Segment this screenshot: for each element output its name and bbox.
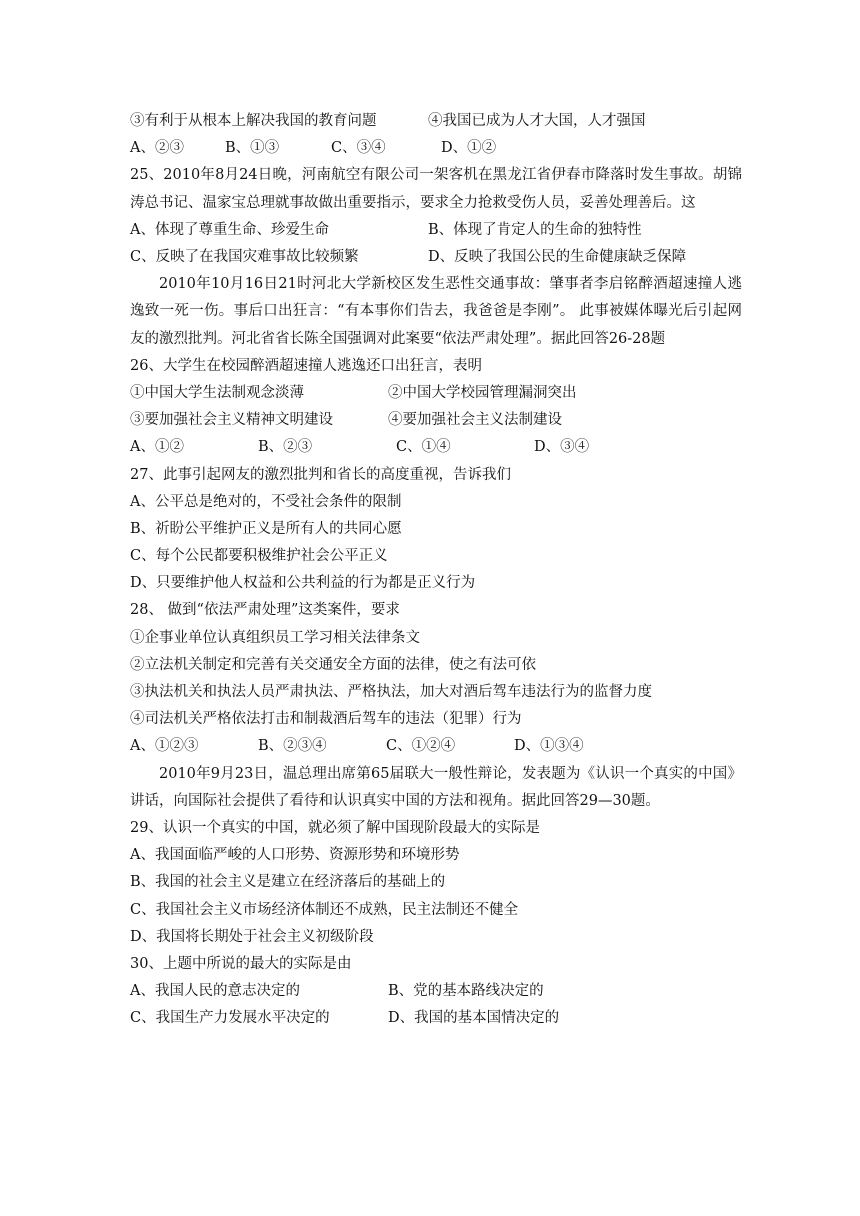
q27-option-a: A、公平总是绝对的，不受社会条件的限制	[130, 493, 402, 510]
q26-options	[130, 434, 742, 461]
q27-option-c: C、每个公民都要积极维护社会公平正义	[130, 548, 388, 565]
q28-option-b: B、②③④	[258, 738, 327, 755]
q28-item-1: ①企事业单位认真组织员工学习相关法律条文	[130, 629, 420, 646]
q24-option-d: D、①②	[441, 140, 497, 157]
q26-option-c: C、①④	[396, 439, 451, 456]
q26-items-row-2	[130, 407, 742, 434]
q26-items-row-1	[130, 380, 742, 407]
q26-option-b: B、②③	[258, 439, 313, 456]
q24-option-a: A、②③	[130, 140, 184, 157]
q29-option-d: D、我国将长期处于社会主义初级阶段	[130, 928, 374, 945]
q26-item-4: ④要加强社会主义法制建设	[388, 412, 562, 429]
question-27: 27、此事引起网友的激烈批判和省长的高度重视，告诉我们	[130, 466, 511, 483]
q30-options-row-1	[130, 978, 742, 1005]
q29-option-b: B、我国的社会主义是建立在经济落后的基础上的	[130, 874, 446, 891]
q26-option-a: A、①②	[130, 439, 184, 456]
q25-option-d: D、反映了我国公民的生命健康缺乏保障	[428, 248, 687, 265]
question-29: 29、认识一个真实的中国，就必须了解中国现阶段最大的实际是	[130, 819, 540, 836]
q28-item-4: ④司法机关严格依法打击和制裁酒后驾车的违法（犯罪）行为	[130, 711, 522, 728]
q29-option-c: C、我国社会主义市场经济体制还不成熟，民主法制还不健全	[130, 901, 519, 918]
intro-26-28: 2010年10月16日21时河北大学新校区发生恶性交通事故：肇事者李启铭醉酒超速撞人逃逸致一死一伤。事后口出狂言：“有本事你们告去，我爸爸是李刚”。 此事被媒体曝光后引起网友的激烈批判。河北省省长陈全国强调对此案要“依法严肃处理”。据此回答26-28题	[130, 276, 742, 347]
q30-options-row-2	[130, 1005, 742, 1032]
q30-option-d: D、我国的基本国情决定的	[388, 1010, 560, 1027]
q30-option-b: B、党的基本路线决定的	[388, 983, 544, 1000]
q24-item-3: ③有利于从根本上解决我国的教育问题	[130, 113, 377, 129]
q26-option-d: D、③④	[534, 439, 590, 456]
question-25: 25、2010年8月24日晚，河南航空有限公司一架客机在黑龙江省伊春市降落时发生事故。胡锦涛总书记、温家宝总理就事故做出重要指示，要求全力抢救受伤人员，妥善处理善后。这	[130, 167, 742, 211]
q28-item-3: ③执法机关和执法人员严肃执法、严格执法，加大对酒后驾车违法行为的监督力度	[130, 684, 652, 701]
exam-content	[130, 108, 742, 1032]
q26-item-1: ①中国大学生法制观念淡薄	[130, 384, 304, 401]
q28-options	[130, 733, 742, 760]
q25-options-row-1	[130, 217, 742, 244]
q28-option-d: D、①③④	[514, 738, 584, 755]
q30-option-c: C、我国生产力发展水平决定的	[130, 1010, 330, 1027]
q24-items-row	[130, 108, 742, 135]
q26-item-3: ③要加强社会主义精神文明建设	[130, 412, 333, 429]
question-28: 28、 做到“依法严肃处理”这类案件，要求	[130, 602, 400, 619]
q28-item-2: ②立法机关制定和完善有关交通安全方面的法律，使之有法可依	[130, 656, 536, 673]
q24-item-4: ④我国已成为人才大国，人才强国	[428, 113, 646, 129]
q24-options	[130, 135, 742, 162]
q26-item-2: ②中国大学校园管理漏洞突出	[388, 384, 577, 401]
question-30: 30、上题中所说的最大的实际是由	[130, 955, 352, 972]
q25-option-b: B、体现了肯定人的生命的独特性	[428, 221, 642, 238]
q27-option-d: D、只要维护他人权益和公共利益的行为都是正义行为	[130, 575, 476, 592]
q25-option-a: A、体现了尊重生命、珍爱生命	[130, 221, 329, 238]
q24-option-c: C、③④	[331, 140, 386, 157]
intro-29-30: 2010年9月23日，温总理出席第65届联大一般性辩论，发表题为《认识一个真实的中国》讲话，向国际社会提供了看待和认识真实中国的方法和视角。据此回答29—30题。	[130, 765, 742, 809]
q24-option-b: B、①③	[225, 140, 280, 157]
q25-option-c: C、反映了在我国灾难事故比较频繁	[130, 248, 359, 265]
q28-option-c: C、①②④	[386, 738, 456, 755]
q27-option-b: B、祈盼公平维护正义是所有人的共同心愿	[130, 520, 402, 537]
question-26: 26、大学生在校园醉酒超速撞人逃逸还口出狂言，表明	[130, 357, 482, 374]
q25-options-row-2	[130, 244, 742, 271]
q29-option-a: A、我国面临严峻的人口形势、资源形势和环境形势	[130, 847, 460, 864]
q28-option-a: A、①②③	[130, 738, 199, 755]
q30-option-a: A、我国人民的意志决定的	[130, 983, 300, 1000]
